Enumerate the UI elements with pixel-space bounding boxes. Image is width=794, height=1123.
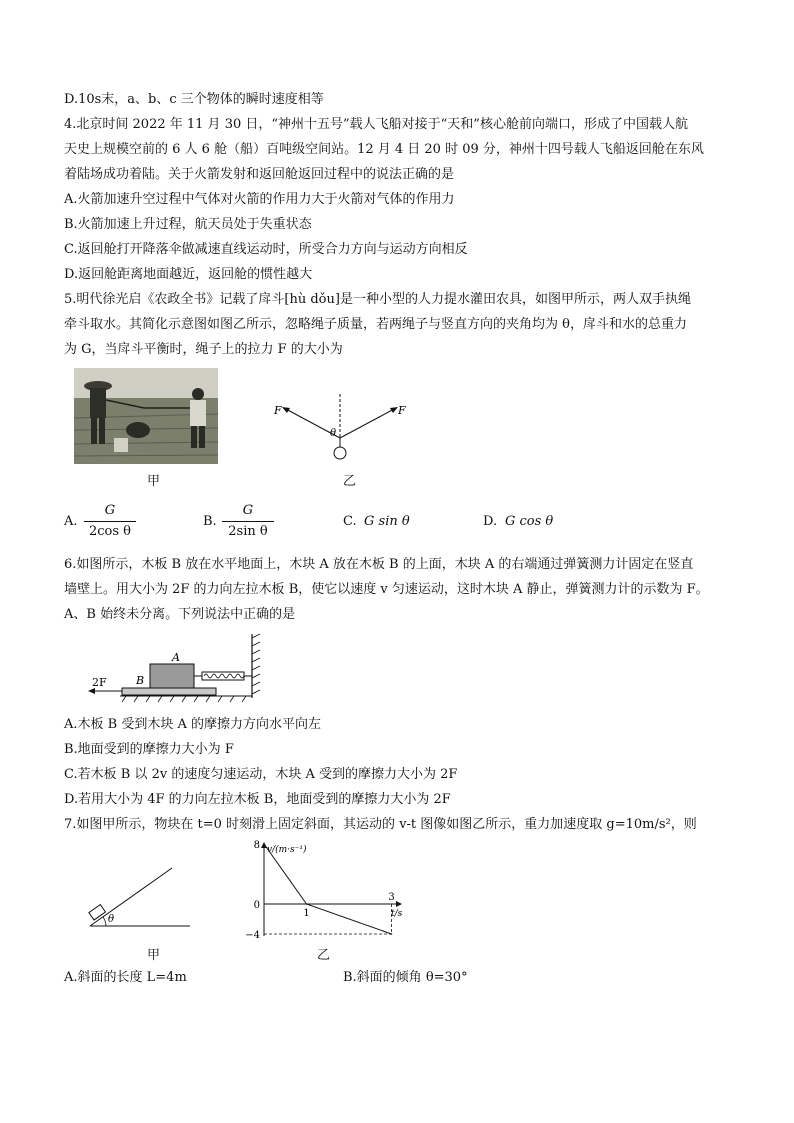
q5-stem-line2: 牵斗取水。其简化示意图如图乙所示，忽略绳子质量，若两绳子与竖直方向的夹角均为 θ，戽斗和水的总重力	[64, 317, 687, 332]
q4-stem-line3: 着陆场成功着陆。关于火箭发射和返回舱返回过程中的说法正确的是	[64, 167, 455, 182]
tick-label-8: 8	[253, 840, 260, 851]
vt-axes	[261, 842, 402, 936]
q5-option-b-label: B.	[203, 514, 217, 529]
q6-option-b: B.地面受到的摩擦力大小为 F	[64, 742, 234, 757]
q5-stem-line3: 为 G，当戽斗平衡时，绳子上的拉力 F 的大小为	[64, 342, 343, 357]
force-2f-label: 2F	[92, 676, 107, 689]
tick-label-1: 1	[303, 908, 310, 919]
figure-caption-yi: 乙	[343, 474, 357, 489]
farmers-photo	[74, 368, 218, 464]
x-axis-label: t/s	[391, 909, 403, 919]
force-label-right: F	[398, 404, 406, 417]
q5-option-c-label: C.	[343, 514, 357, 529]
q6-stem-line1: 6.如图所示，木板 B 放在水平地面上，木块 A 放在木板 B 的上面，木块 A 的右端通过弹簧测力计固定在竖直	[64, 557, 694, 572]
fraction-numerator: G	[104, 503, 116, 518]
q5-option-d-value: G cos θ	[505, 514, 554, 529]
board-b-label: B	[136, 674, 145, 687]
tick-label-minus4: −4	[245, 930, 260, 940]
q6-stem-line2: 墙壁上。用大小为 2F 的力向左拉木板 B，使它以速度 v 匀速运动，这时木块 A 静止，弹簧测力计的示数为 F。	[64, 582, 709, 597]
q5-option-b-fraction	[222, 503, 274, 539]
force-label-left: F	[274, 404, 282, 417]
incline-angle-theta: θ	[108, 914, 115, 925]
fraction-numerator: G	[242, 503, 254, 518]
q6-option-c: C.若木板 B 以 2v 的速度匀速运动，木块 A 受到的摩擦力大小为 2F	[64, 767, 458, 782]
q6-stem-line3: A、B 始终未分离。下列说法中正确的是	[64, 607, 296, 622]
fraction-bar	[84, 521, 136, 522]
figure-caption-jia: 甲	[147, 474, 161, 489]
tick-label-0: 0	[253, 900, 260, 911]
x-axis-arrow	[396, 901, 402, 907]
vt-graph	[244, 840, 414, 940]
tick-label-3: 3	[388, 892, 395, 903]
block-spring-diagram	[86, 632, 266, 704]
fraction-denominator: 2sin θ	[228, 524, 268, 539]
q7-option-b: B.斜面的倾角 θ=30°	[343, 970, 468, 985]
q5-option-d-label: D.	[483, 514, 498, 529]
figure-caption-jia-q7: 甲	[147, 948, 161, 963]
q7-option-a: A.斜面的长度 L=4m	[64, 970, 187, 985]
q5-option-a-label: A.	[64, 514, 78, 529]
vt-series-line	[264, 844, 395, 934]
q4-stem-line1: 4.北京时间 2022 年 11 月 30 日，“神州十五号”载人飞船对接于“天和”核心舱前向端口，形成了中国载人航	[64, 117, 688, 132]
figure-caption-yi-q7: 乙	[317, 948, 331, 963]
vt-data-point	[306, 903, 308, 905]
q5-option-a-fraction	[84, 503, 136, 539]
y-axis-label: v/(m·s⁻¹)	[267, 845, 307, 855]
angle-label-theta: θ	[330, 428, 337, 439]
force-diagram	[270, 392, 420, 464]
vt-data-point	[263, 843, 265, 845]
q4-option-a: A.火箭加速升空过程中气体对火箭的作用力大于火箭对气体的作用力	[64, 192, 455, 207]
q7-stem-line1: 7.如图甲所示，物块在 t=0 时刻滑上固定斜面，其运动的 v-t 图像如图乙所示，重力加速度取 g=10m/s²，则	[64, 817, 697, 832]
q3-option-d: D.10s末，a、b、c 三个物体的瞬时速度相等	[64, 92, 324, 107]
block-a-label: A	[172, 651, 180, 664]
q4-option-c: C.返回舱打开降落伞做减速直线运动时，所受合力方向与运动方向相反	[64, 242, 468, 257]
q5-option-c-value: G sin θ	[364, 514, 410, 529]
q4-stem-line2: 天史上规模空前的 6 人 6 舱（船）百吨级空间站。12 月 4 日 20 时 09 分，神州十四号载人飞船返回舱在东风	[64, 142, 704, 157]
q6-option-a: A.木板 B 受到木块 A 的摩擦力方向水平向左	[64, 717, 321, 732]
q4-option-d: D.返回舱距离地面越近，返回舱的惯性越大	[64, 267, 313, 282]
incline-diagram	[84, 862, 194, 932]
fraction-bar	[222, 521, 274, 522]
q6-option-d: D.若用大小为 4F 的力向左拉木板 B，地面受到的摩擦力大小为 2F	[64, 792, 451, 807]
q4-option-b: B.火箭加速上升过程，航天员处于失重状态	[64, 217, 312, 232]
fraction-denominator: 2cos θ	[88, 524, 131, 539]
q5-stem-line1: 5.明代徐光启《农政全书》记载了戽斗[hù dǒu]是一种小型的人力提水灌田农具，如图甲所示，两人双手执绳	[64, 292, 691, 307]
